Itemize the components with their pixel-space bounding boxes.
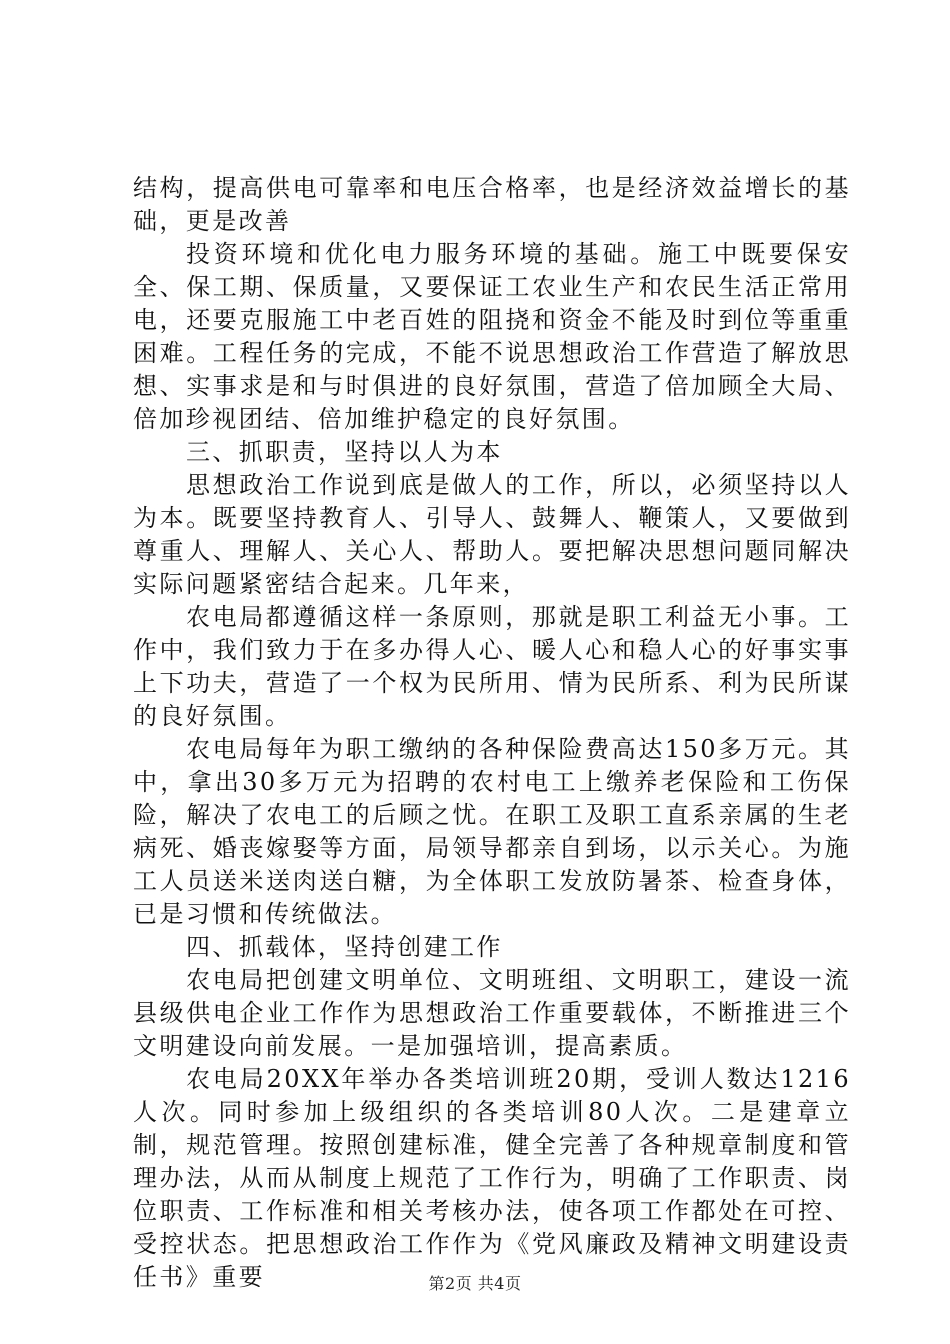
- body-text: [133, 172, 851, 1294]
- section-heading: 三、抓职责，坚持以人为本: [186, 438, 503, 466]
- paragraph: 农电局20XX年举办各类培训班20期，受训人数达1216人次。同时参加上级组织的各类培训80人次。二是建章立制，规范管理。按照创建标准，健全完善了各种规章制度和管理办法，从而从制度上规范了工作行为，明确了工作职责、岗位职责、工作标准和相关考核办法，使各项工作都处在可控、受控状态。把思想政治工作作为《党风廉政及精神文明建设责任书》重要: [133, 1065, 851, 1291]
- paragraph: 投资环境和优化电力服务环境的基础。施工中既要保安全、保工期、保质量，又要保证工农业生产和农民生活正常用电，还要克服施工中老百姓的阻挠和资金不能及时到位等重重困难。工程任务的完成，不能不说思想政治工作营造了解放思想、实事求是和与时俱进的良好氛围，营造了倍加顾全大局、倍加珍视团结、倍加维护稳定的良好氛围。: [133, 240, 851, 433]
- paragraph: 农电局每年为职工缴纳的各种保险费高达150多万元。其中，拿出30多万元为招聘的农村电工上缴养老保险和工伤保险，解决了农电工的后顾之忧。在职工及职工直系亲属的生老病死、婚丧嫁娶等方面，局领导都亲自到场，以示关心。为施工人员送米送肉送白糖，为全体职工发放防暑茶、检查身体，已是习惯和传统做法。: [133, 735, 851, 928]
- paragraph: 农电局都遵循这样一条原则，那就是职工利益无小事。工作中，我们致力于在多办得人心、暖人心和稳人心的好事实事上下功夫，营造了一个权为民所用、情为民所系、利为民所谋的良好氛围。: [133, 603, 851, 730]
- section-heading: 四、抓载体，坚持创建工作: [186, 933, 503, 961]
- paragraph-continuation: 结构，提高供电可靠率和电压合格率，也是经济效益增长的基础，更是改善: [133, 174, 851, 235]
- paragraph: 思想政治工作说到底是做人的工作，所以，必须坚持以人为本。既要坚持教育人、引导人、鼓舞人、鞭策人，又要做到尊重人、理解人、关心人、帮助人。要把解决思想问题同解决实际问题紧密结合起来。几年来，: [133, 471, 851, 598]
- page-number-footer: 第2页 共4页: [428, 1274, 522, 1293]
- paragraph: 农电局把创建文明单位、文明班组、文明职工，建设一流县级供电企业工作作为思想政治工作重要载体，不断推进三个文明建设向前发展。一是加强培训，提高素质。: [133, 966, 851, 1060]
